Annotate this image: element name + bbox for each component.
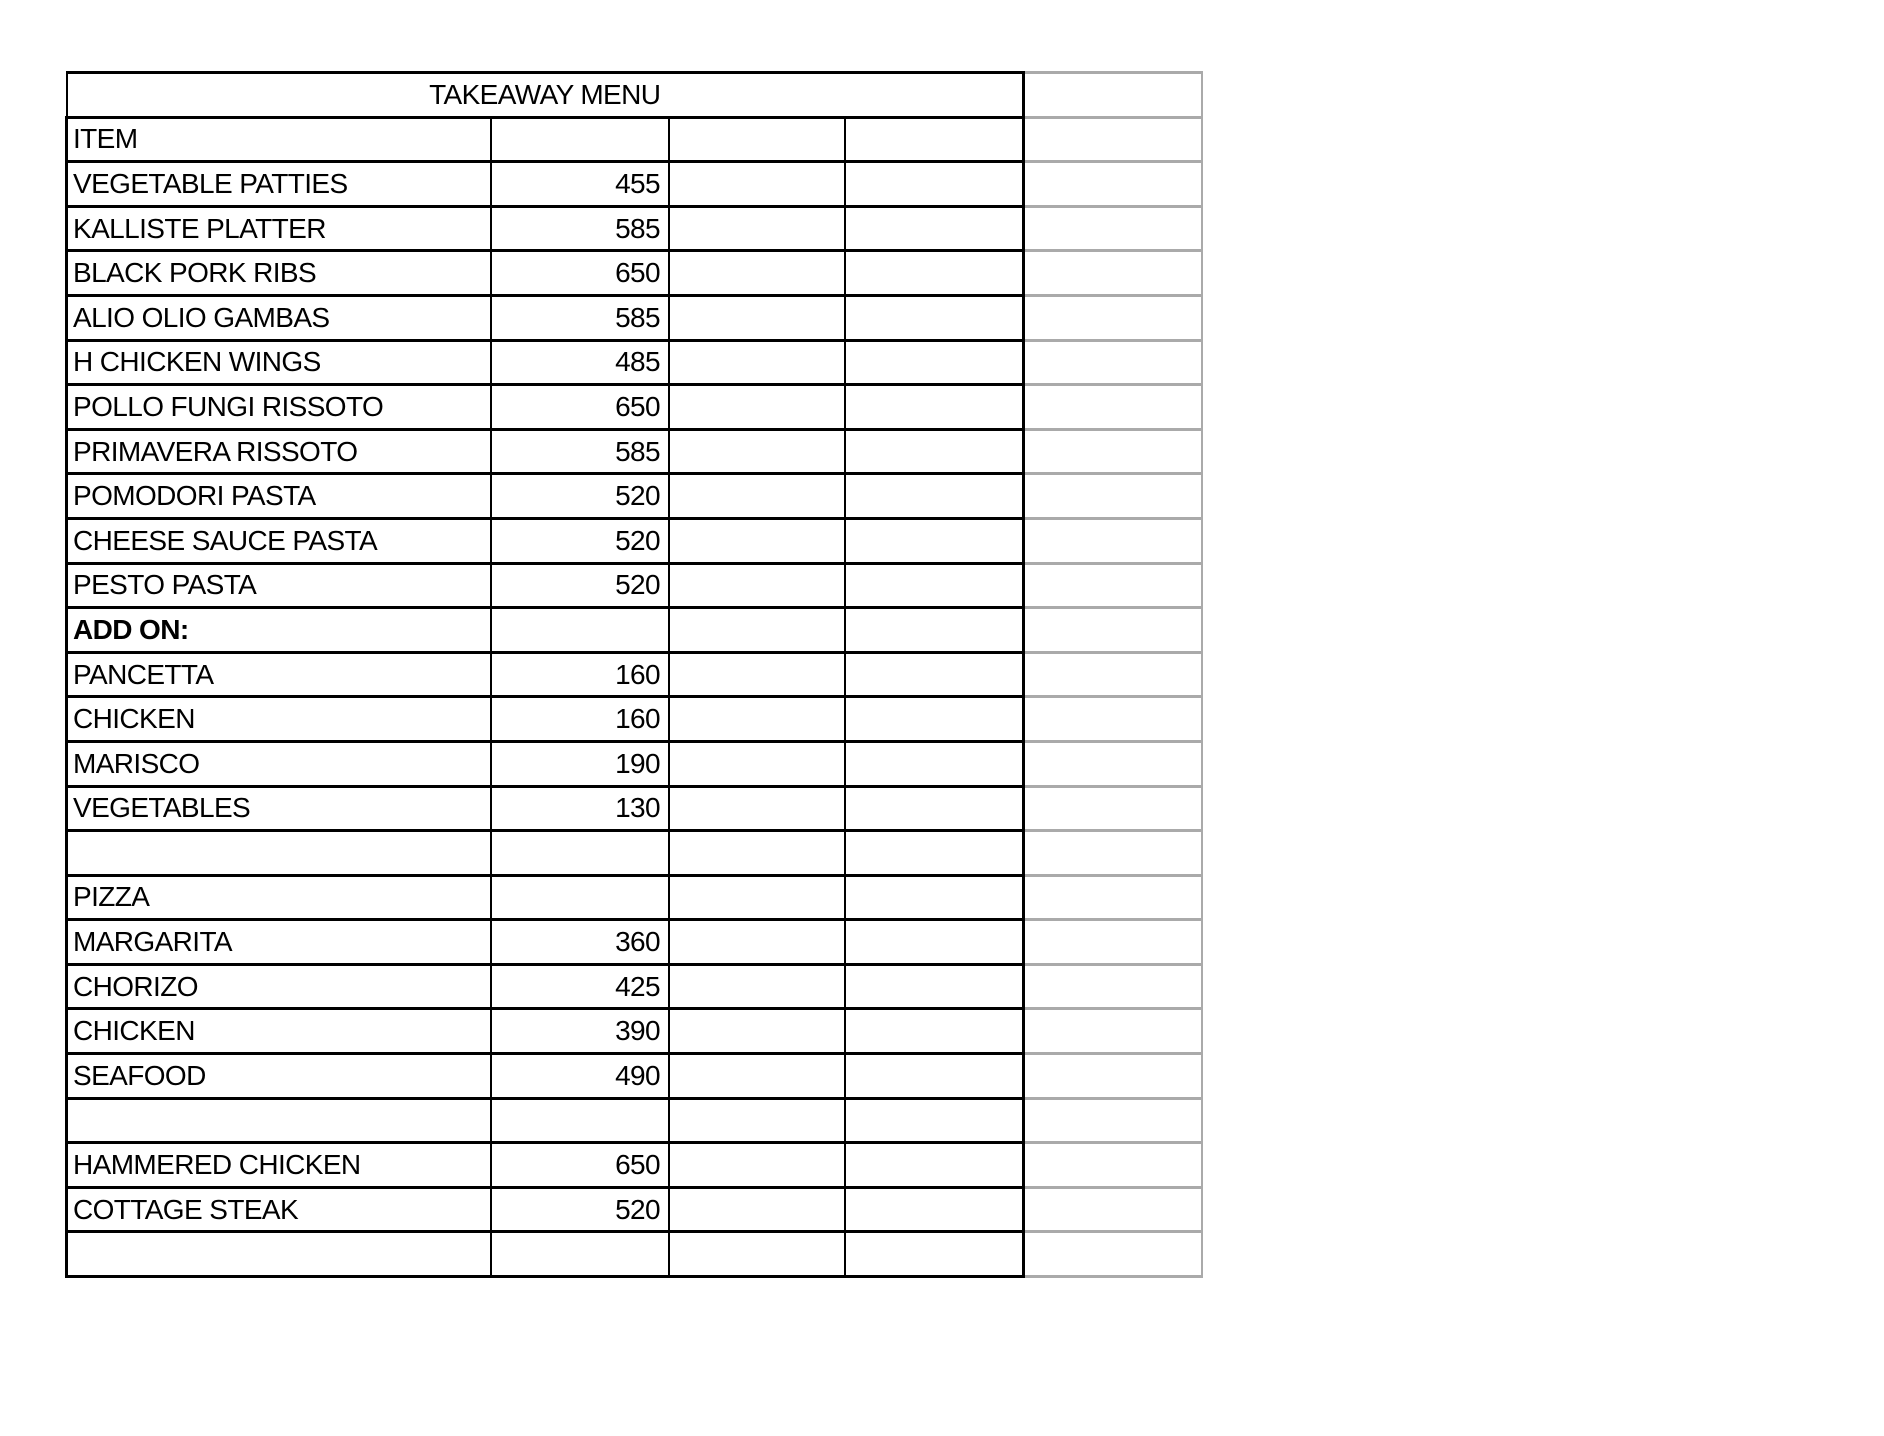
price-cell[interactable] <box>491 1232 669 1277</box>
price-cell[interactable] <box>491 875 669 920</box>
item-cell[interactable]: MARGARITA <box>67 920 492 965</box>
empty-cell[interactable] <box>669 1187 845 1232</box>
empty-cell[interactable] <box>1024 563 1203 608</box>
empty-cell[interactable] <box>845 474 1024 519</box>
table-row <box>67 875 1203 920</box>
price-cell[interactable] <box>491 1098 669 1143</box>
empty-cell[interactable] <box>1024 73 1203 118</box>
price-cell[interactable]: 130 <box>491 786 669 831</box>
empty-cell[interactable] <box>669 206 845 251</box>
empty-cell[interactable] <box>669 1009 845 1054</box>
empty-cell[interactable] <box>669 697 845 742</box>
empty-cell[interactable] <box>669 920 845 965</box>
empty-cell[interactable] <box>669 117 845 162</box>
empty-cell[interactable] <box>669 786 845 831</box>
table-row <box>67 831 1203 876</box>
price-cell[interactable]: 520 <box>491 1187 669 1232</box>
item-cell[interactable]: POMODORI PASTA <box>67 474 492 519</box>
item-cell[interactable]: PRIMAVERA RISSOTO <box>67 429 492 474</box>
item-cell[interactable] <box>67 1232 492 1277</box>
item-cell[interactable]: BLACK PORK RIBS <box>67 251 492 296</box>
table-row <box>67 162 1203 207</box>
price-cell[interactable]: 455 <box>491 162 669 207</box>
price-cell[interactable]: 390 <box>491 1009 669 1054</box>
price-cell[interactable]: 585 <box>491 295 669 340</box>
empty-cell[interactable] <box>1024 786 1203 831</box>
empty-cell[interactable] <box>669 1098 845 1143</box>
item-cell[interactable]: CHICKEN <box>67 697 492 742</box>
item-cell[interactable] <box>67 831 492 876</box>
item-cell[interactable]: ITEM <box>67 117 492 162</box>
empty-cell[interactable] <box>669 1232 845 1277</box>
price-cell[interactable]: 520 <box>491 474 669 519</box>
empty-cell[interactable] <box>845 608 1024 653</box>
empty-cell[interactable] <box>1024 1054 1203 1099</box>
item-cell[interactable]: COTTAGE STEAK <box>67 1187 492 1232</box>
empty-cell[interactable] <box>1024 1232 1203 1277</box>
empty-cell[interactable] <box>845 295 1024 340</box>
empty-cell[interactable] <box>669 385 845 430</box>
empty-cell[interactable] <box>1024 831 1203 876</box>
empty-cell[interactable] <box>1024 117 1203 162</box>
price-cell[interactable]: 425 <box>491 964 669 1009</box>
item-cell[interactable]: CHORIZO <box>67 964 492 1009</box>
table-row <box>67 429 1203 474</box>
price-cell[interactable] <box>491 608 669 653</box>
empty-cell[interactable] <box>845 563 1024 608</box>
empty-cell[interactable] <box>1024 1143 1203 1188</box>
empty-cell[interactable] <box>669 1143 845 1188</box>
table-row <box>67 385 1203 430</box>
table-row <box>67 206 1203 251</box>
empty-cell[interactable] <box>669 474 845 519</box>
empty-cell[interactable] <box>845 831 1024 876</box>
price-cell[interactable]: 490 <box>491 1054 669 1099</box>
price-cell[interactable]: 650 <box>491 1143 669 1188</box>
table-row <box>67 1054 1203 1099</box>
item-cell[interactable]: SEAFOOD <box>67 1054 492 1099</box>
empty-cell[interactable] <box>669 831 845 876</box>
empty-cell[interactable] <box>1024 875 1203 920</box>
price-cell[interactable]: 585 <box>491 206 669 251</box>
item-cell[interactable] <box>67 1098 492 1143</box>
empty-cell[interactable] <box>1024 295 1203 340</box>
empty-cell[interactable] <box>845 117 1024 162</box>
empty-cell[interactable] <box>845 1143 1024 1188</box>
empty-cell[interactable] <box>1024 518 1203 563</box>
empty-cell[interactable] <box>845 385 1024 430</box>
empty-cell[interactable] <box>1024 206 1203 251</box>
empty-cell[interactable] <box>1024 920 1203 965</box>
table-row <box>67 608 1203 653</box>
table-row <box>67 474 1203 519</box>
empty-cell[interactable] <box>669 1054 845 1099</box>
title-row <box>67 73 1203 118</box>
empty-cell[interactable] <box>1024 608 1203 653</box>
empty-cell[interactable] <box>1024 1187 1203 1232</box>
empty-cell[interactable] <box>1024 652 1203 697</box>
item-cell[interactable]: ADD ON: <box>67 608 492 653</box>
item-cell[interactable]: VEGETABLE PATTIES <box>67 162 492 207</box>
item-cell[interactable]: HAMMERED CHICKEN <box>67 1143 492 1188</box>
empty-cell[interactable] <box>845 518 1024 563</box>
item-cell[interactable]: POLLO FUNGI RISSOTO <box>67 385 492 430</box>
table-row <box>67 1232 1203 1277</box>
empty-cell[interactable] <box>1024 1009 1203 1054</box>
item-cell[interactable]: PESTO PASTA <box>67 563 492 608</box>
empty-cell[interactable] <box>669 608 845 653</box>
empty-cell[interactable] <box>1024 741 1203 786</box>
empty-cell[interactable] <box>845 697 1024 742</box>
empty-cell[interactable] <box>845 875 1024 920</box>
empty-cell[interactable] <box>669 518 845 563</box>
item-cell[interactable]: ALIO OLIO GAMBAS <box>67 295 492 340</box>
empty-cell[interactable] <box>845 652 1024 697</box>
table-row <box>67 652 1203 697</box>
price-cell[interactable]: 650 <box>491 251 669 296</box>
empty-cell[interactable] <box>845 786 1024 831</box>
empty-cell[interactable] <box>1024 429 1203 474</box>
price-cell[interactable]: 160 <box>491 652 669 697</box>
table-row <box>67 920 1203 965</box>
price-cell[interactable] <box>491 117 669 162</box>
table-row <box>67 1143 1203 1188</box>
takeaway-menu-table <box>65 71 1203 1278</box>
empty-cell[interactable] <box>845 340 1024 385</box>
empty-cell[interactable] <box>669 563 845 608</box>
item-cell[interactable]: KALLISTE PLATTER <box>67 206 492 251</box>
price-cell[interactable]: 190 <box>491 741 669 786</box>
empty-cell[interactable] <box>1024 385 1203 430</box>
empty-cell[interactable] <box>1024 162 1203 207</box>
table-row <box>67 251 1203 296</box>
price-cell[interactable]: 485 <box>491 340 669 385</box>
empty-cell[interactable] <box>669 741 845 786</box>
table-row <box>67 697 1203 742</box>
price-cell[interactable]: 650 <box>491 385 669 430</box>
empty-cell[interactable] <box>845 162 1024 207</box>
menu-title[interactable]: TAKEAWAY MENU <box>67 73 1024 118</box>
empty-cell[interactable] <box>845 206 1024 251</box>
table-row <box>67 117 1203 162</box>
table-row <box>67 741 1203 786</box>
price-cell[interactable]: 360 <box>491 920 669 965</box>
table-row <box>67 295 1203 340</box>
item-cell[interactable]: CHEESE SAUCE PASTA <box>67 518 492 563</box>
item-cell[interactable]: VEGETABLES <box>67 786 492 831</box>
empty-cell[interactable] <box>1024 1098 1203 1143</box>
price-cell[interactable]: 160 <box>491 697 669 742</box>
empty-cell[interactable] <box>845 741 1024 786</box>
table-row <box>67 964 1203 1009</box>
empty-cell[interactable] <box>845 429 1024 474</box>
empty-cell[interactable] <box>669 251 845 296</box>
empty-cell[interactable] <box>845 1098 1024 1143</box>
item-cell[interactable]: H CHICKEN WINGS <box>67 340 492 385</box>
empty-cell[interactable] <box>1024 340 1203 385</box>
price-cell[interactable]: 520 <box>491 518 669 563</box>
item-cell[interactable]: MARISCO <box>67 741 492 786</box>
table-row <box>67 1098 1203 1143</box>
item-cell[interactable]: CHICKEN <box>67 1009 492 1054</box>
table-row <box>67 340 1203 385</box>
empty-cell[interactable] <box>845 1232 1024 1277</box>
empty-cell[interactable] <box>669 429 845 474</box>
empty-cell[interactable] <box>1024 251 1203 296</box>
empty-cell[interactable] <box>1024 697 1203 742</box>
table-row <box>67 518 1203 563</box>
item-cell[interactable]: PIZZA <box>67 875 492 920</box>
empty-cell[interactable] <box>845 251 1024 296</box>
empty-cell[interactable] <box>669 162 845 207</box>
table-row <box>67 1187 1203 1232</box>
empty-cell[interactable] <box>845 964 1024 1009</box>
empty-cell[interactable] <box>669 340 845 385</box>
empty-cell[interactable] <box>1024 964 1203 1009</box>
table-row <box>67 563 1203 608</box>
empty-cell[interactable] <box>669 652 845 697</box>
empty-cell[interactable] <box>669 964 845 1009</box>
empty-cell[interactable] <box>1024 474 1203 519</box>
empty-cell[interactable] <box>669 875 845 920</box>
table-row <box>67 786 1203 831</box>
empty-cell[interactable] <box>845 1187 1024 1232</box>
empty-cell[interactable] <box>845 920 1024 965</box>
price-cell[interactable] <box>491 831 669 876</box>
price-cell[interactable]: 585 <box>491 429 669 474</box>
price-cell[interactable]: 520 <box>491 563 669 608</box>
table-row <box>67 1009 1203 1054</box>
empty-cell[interactable] <box>845 1009 1024 1054</box>
empty-cell[interactable] <box>669 295 845 340</box>
item-cell[interactable]: PANCETTA <box>67 652 492 697</box>
empty-cell[interactable] <box>845 1054 1024 1099</box>
